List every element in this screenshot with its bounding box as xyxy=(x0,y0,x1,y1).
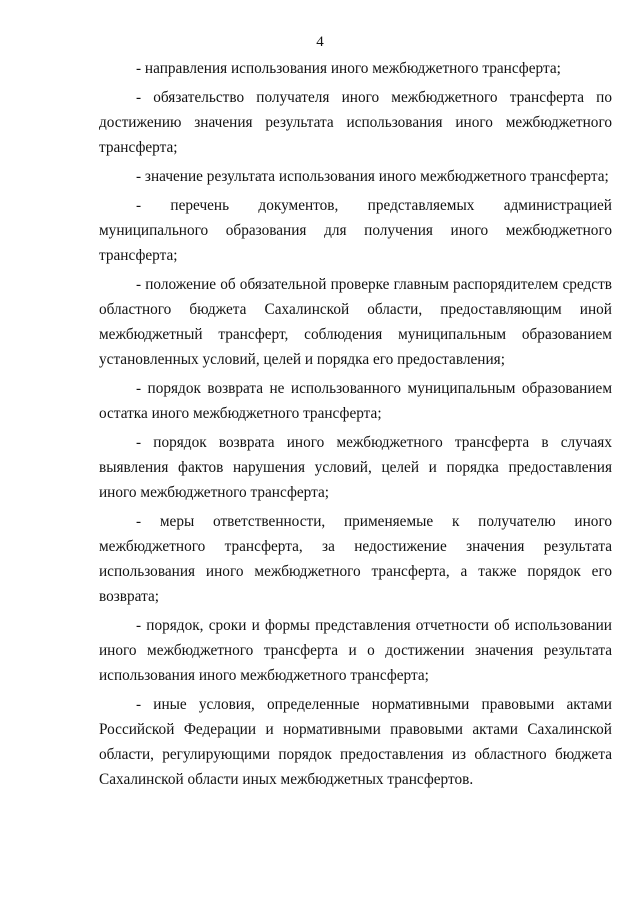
paragraph-result-value: - значение результата использования иного межбюджетного трансферта; xyxy=(136,168,609,185)
paragraph-other-conditions: - иные условия, определенные нормативными правовыми актами Российской Федерации и нормативными правовыми актами Сахалинской области, регулирующими порядок предоставления из областного бюджета Сахалинской области иных межбюджетных трансфертов. xyxy=(99,696,612,788)
paragraph-document-list: - перечень документов, представляемых администрацией муниципального образования для получения иного межбюджетного трансферта; xyxy=(99,197,612,264)
paragraph-recipient-obligation: - обязательство получателя иного межбюджетного трансферта по достижению значения результата использования иного межбюджетного трансферта; xyxy=(99,89,612,156)
paragraph-liability-measures: - меры ответственности, применяемые к получателю иного межбюджетного трансферта, за недостижение значения результата использования иного межбюджетного трансферта, а также порядок его возврата; xyxy=(99,513,612,605)
document-body xyxy=(99,56,612,792)
paragraph-directions: - направления использования иного межбюджетного трансферта; xyxy=(136,60,561,77)
paragraph-reporting: - порядок, сроки и формы представления отчетности об использовании иного межбюджетного трансферта и о достижении значения результата использования иного межбюджетного трансферта; xyxy=(99,617,612,684)
paragraph-mandatory-check: - положение об обязательной проверке главным распорядителем средств областного бюджета Сахалинской области, предоставляющим иной межбюджетный трансферт, соблюдения муниципальным образованием установленных условий, целей и порядка его предоставления; xyxy=(99,276,612,368)
page-number: 4 xyxy=(316,34,324,50)
paragraph-unused-balance-return: - порядок возврата не использованного муниципальным образованием остатка иного межбюджетного трансферта; xyxy=(99,380,612,422)
paragraph-violation-return: - порядок возврата иного межбюджетного трансферта в случаях выявления фактов нарушения условий, целей и порядка предоставления иного межбюджетного трансферта; xyxy=(99,434,612,501)
